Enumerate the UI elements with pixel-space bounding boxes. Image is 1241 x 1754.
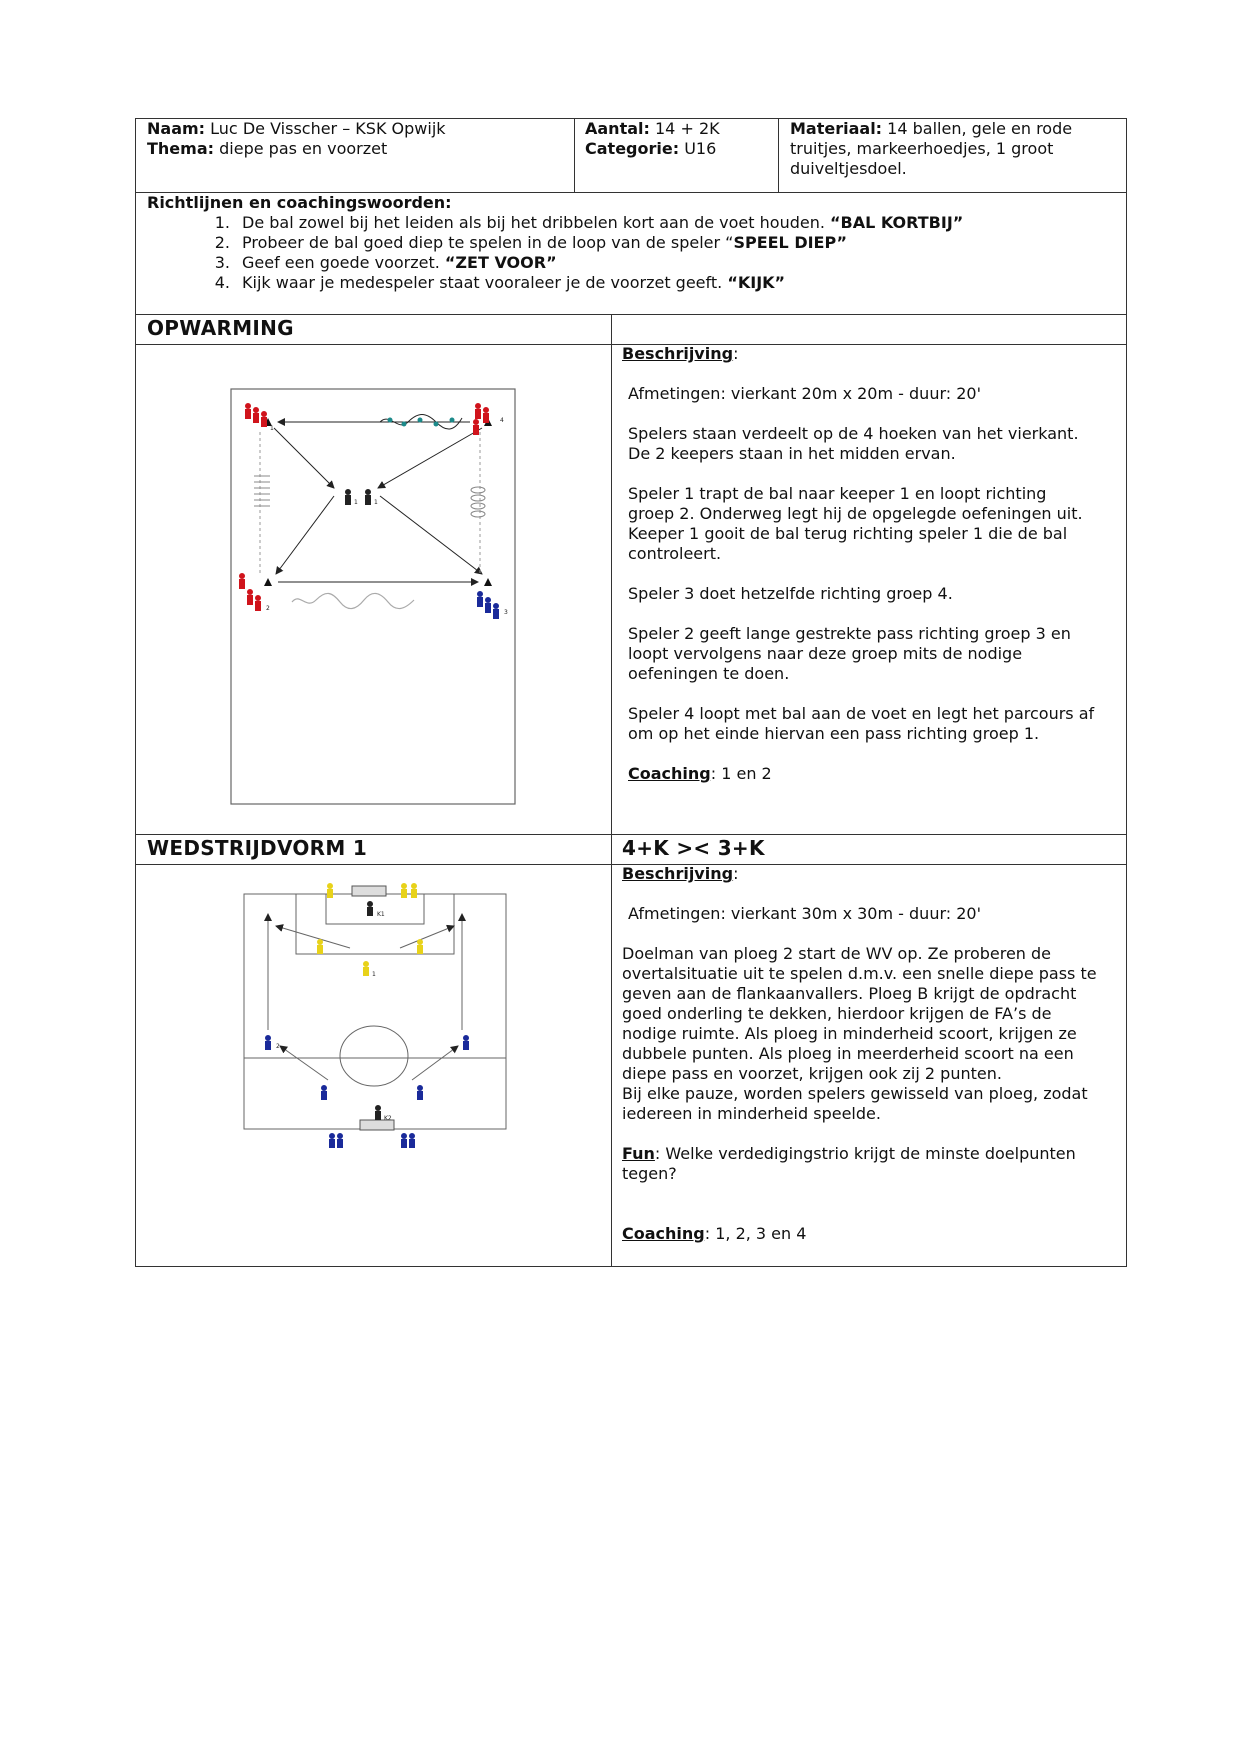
naam-label: Naam: [147, 119, 206, 138]
header-divider-1 [574, 118, 575, 192]
coaching-label: Coaching [628, 764, 711, 783]
column-divider [611, 314, 612, 1266]
coaching-1 [628, 764, 772, 784]
desc1-p3-l1: Speler 3 doet hetzelfde richting groep 4. [628, 584, 953, 603]
table-border-left [135, 118, 136, 1267]
materiaal-value-line1: 14 ballen, gele en rode [887, 119, 1073, 138]
section-title-opwarming: OPWARMING [147, 316, 294, 340]
coaching-label: Coaching [622, 1224, 705, 1243]
yellow-label: 1 [372, 971, 376, 978]
desc2-line-1: Doelman van ploeg 2 start de WV op. Ze proberen de [622, 944, 1052, 963]
group-label-2: 2 [266, 605, 270, 612]
table-border-bottom [135, 1266, 1127, 1267]
naam-row [147, 119, 446, 139]
categorie-row [585, 139, 716, 159]
group-label-3: 3 [504, 609, 508, 616]
desc2-line-8: Bij elke pauze, worden spelers gewisseld van ploeg, zodat [622, 1084, 1088, 1103]
fun-line-2: tegen? [622, 1164, 677, 1183]
desc2-line-4: goed onderling te dekken, hierdoor krijgen de FA’s de [622, 1004, 1052, 1023]
afmetingen-1: Afmetingen: vierkant 20m x 20m - duur: 20' [628, 384, 981, 403]
aantal-label: Aantal: [585, 119, 650, 138]
guideline-keyword: “BAL KORTBIJ” [830, 213, 964, 232]
guideline-num: 4. [214, 273, 230, 292]
coaching-2 [622, 1224, 806, 1244]
categorie-value: U16 [684, 139, 717, 158]
desc1-p5-l2: om op het einde hiervan een pass richting groep 1. [628, 724, 1040, 743]
colon: : [733, 864, 739, 883]
desc2-line-9: iedereen in minderheid speelde. [622, 1104, 881, 1123]
guideline-num: 1. [214, 213, 230, 232]
desc1-p2-l1: Speler 1 trapt de bal naar keeper 1 en loopt richting [628, 484, 1047, 503]
keeper-label-2: 1 [374, 499, 378, 506]
guideline-keyword: SPEEL DIEP” [733, 233, 848, 252]
colon: : [733, 344, 739, 363]
row-divider-opwarming [135, 314, 1127, 315]
thema-row [147, 139, 387, 159]
desc1-p4-l1: Speler 2 geeft lange gestrekte pass richting groep 3 en [628, 624, 1071, 643]
desc1-p2-l2: groep 2. Onderweg legt hij de opgelegde oefeningen uit. [628, 504, 1083, 523]
desc1-p4-l2: loopt vervolgens naar deze groep mits de nodige [628, 644, 1023, 663]
desc2-line-7: diepe pass en voorzet, krijgen ook zij 2 punten. [622, 1064, 1002, 1083]
keeper-label-1: 1 [354, 499, 358, 506]
desc1-p1-l2: De 2 keepers staan in het midden ervan. [628, 444, 956, 463]
guideline-keyword: “KIJK” [727, 273, 786, 292]
desc2-line-2: overtalsituatie uit te spelen d.m.v. een snelle diepe pass te [622, 964, 1097, 983]
wedstrijdvorm-diagram [240, 880, 510, 1150]
beschrijving-label: Beschrijving [622, 344, 734, 363]
guideline-item-4 [204, 273, 785, 293]
keeper-label-k1: K1 [377, 911, 385, 918]
desc1-p2-l4: controleert. [628, 544, 722, 563]
guidelines-title: Richtlijnen en coachingswoorden: [147, 193, 452, 212]
beschrijving-heading-1 [622, 344, 738, 364]
header-divider-2 [778, 118, 779, 192]
desc1-p2-l3: Keeper 1 gooit de bal terug richting speler 1 die de bal [628, 524, 1068, 543]
fun-line-1 [622, 1144, 1076, 1164]
desc2-line-3: geven aan de flankaanvallers. Ploeg B krijgt de opdracht [622, 984, 1077, 1003]
guideline-num: 2. [214, 233, 230, 252]
guideline-text: De bal zowel bij het leiden als bij het dribbelen kort aan de voet houden. [242, 213, 831, 232]
row-divider-wedstrijd [135, 834, 1127, 835]
aantal-value: 14 + 2K [655, 119, 720, 138]
desc1-p4-l3: oefeningen te doen. [628, 664, 790, 683]
guideline-keyword: “ZET VOOR” [444, 253, 557, 272]
desc1-p1-l1: Spelers staan verdeelt op de 4 hoeken van het vierkant. [628, 424, 1079, 443]
materiaal-row [790, 119, 1072, 139]
coaching-value: : 1, 2, 3 en 4 [704, 1224, 807, 1243]
table-border-right [1126, 118, 1127, 1267]
naam-value: Luc De Visscher – KSK Opwijk [210, 119, 446, 138]
materiaal-label: Materiaal: [790, 119, 883, 138]
guideline-num: 3. [214, 253, 230, 272]
fun-value: : Welke verdedigingstrio krijgt de minste doelpunten [654, 1144, 1076, 1163]
desc2-line-5: nodige ruimte. Als ploeg in minderheid scoort, krijgen ze [622, 1024, 1077, 1043]
materiaal-value-line3: duiveltjesdoel. [790, 159, 907, 178]
keeper-label-k2: K2 [384, 1115, 392, 1122]
guideline-text: Kijk waar je medespeler staat vooraleer je de voorzet geeft. [242, 273, 728, 292]
beschrijving-heading-2 [622, 864, 738, 884]
coaching-value: : 1 en 2 [710, 764, 772, 783]
guideline-item-3 [204, 253, 557, 273]
group-label-1: 1 [270, 425, 274, 432]
guideline-item-2 [204, 233, 847, 253]
group-label-4: 4 [500, 417, 504, 424]
opwarming-diagram [230, 388, 520, 808]
afmetingen-2: Afmetingen: vierkant 30m x 30m - duur: 20' [628, 904, 981, 923]
guideline-text: Probeer de bal goed diep te spelen in de loop van de speler “ [242, 233, 734, 252]
beschrijving-label: Beschrijving [622, 864, 734, 883]
desc2-line-6: dubbele punten. Als ploeg in meerderheid scoort na een [622, 1044, 1074, 1063]
section-title-wedstrijdvorm: WEDSTRIJDVORM 1 [147, 836, 368, 860]
aantal-row [585, 119, 720, 139]
guideline-text: Geef een goede voorzet. [242, 253, 445, 272]
categorie-label: Categorie: [585, 139, 680, 158]
desc1-p5-l1: Speler 4 loopt met bal aan de voet en legt het parcours af [628, 704, 1095, 723]
thema-label: Thema: [147, 139, 215, 158]
thema-value: diepe pas en voorzet [219, 139, 388, 158]
guideline-item-1 [204, 213, 963, 233]
materiaal-value-line2: truitjes, markeerhoedjes, 1 groot [790, 139, 1054, 158]
fun-label: Fun [622, 1144, 655, 1163]
section-right-title-wedstrijdvorm: 4+K >< 3+K [622, 836, 765, 860]
blue-label: 2 [276, 1043, 280, 1050]
